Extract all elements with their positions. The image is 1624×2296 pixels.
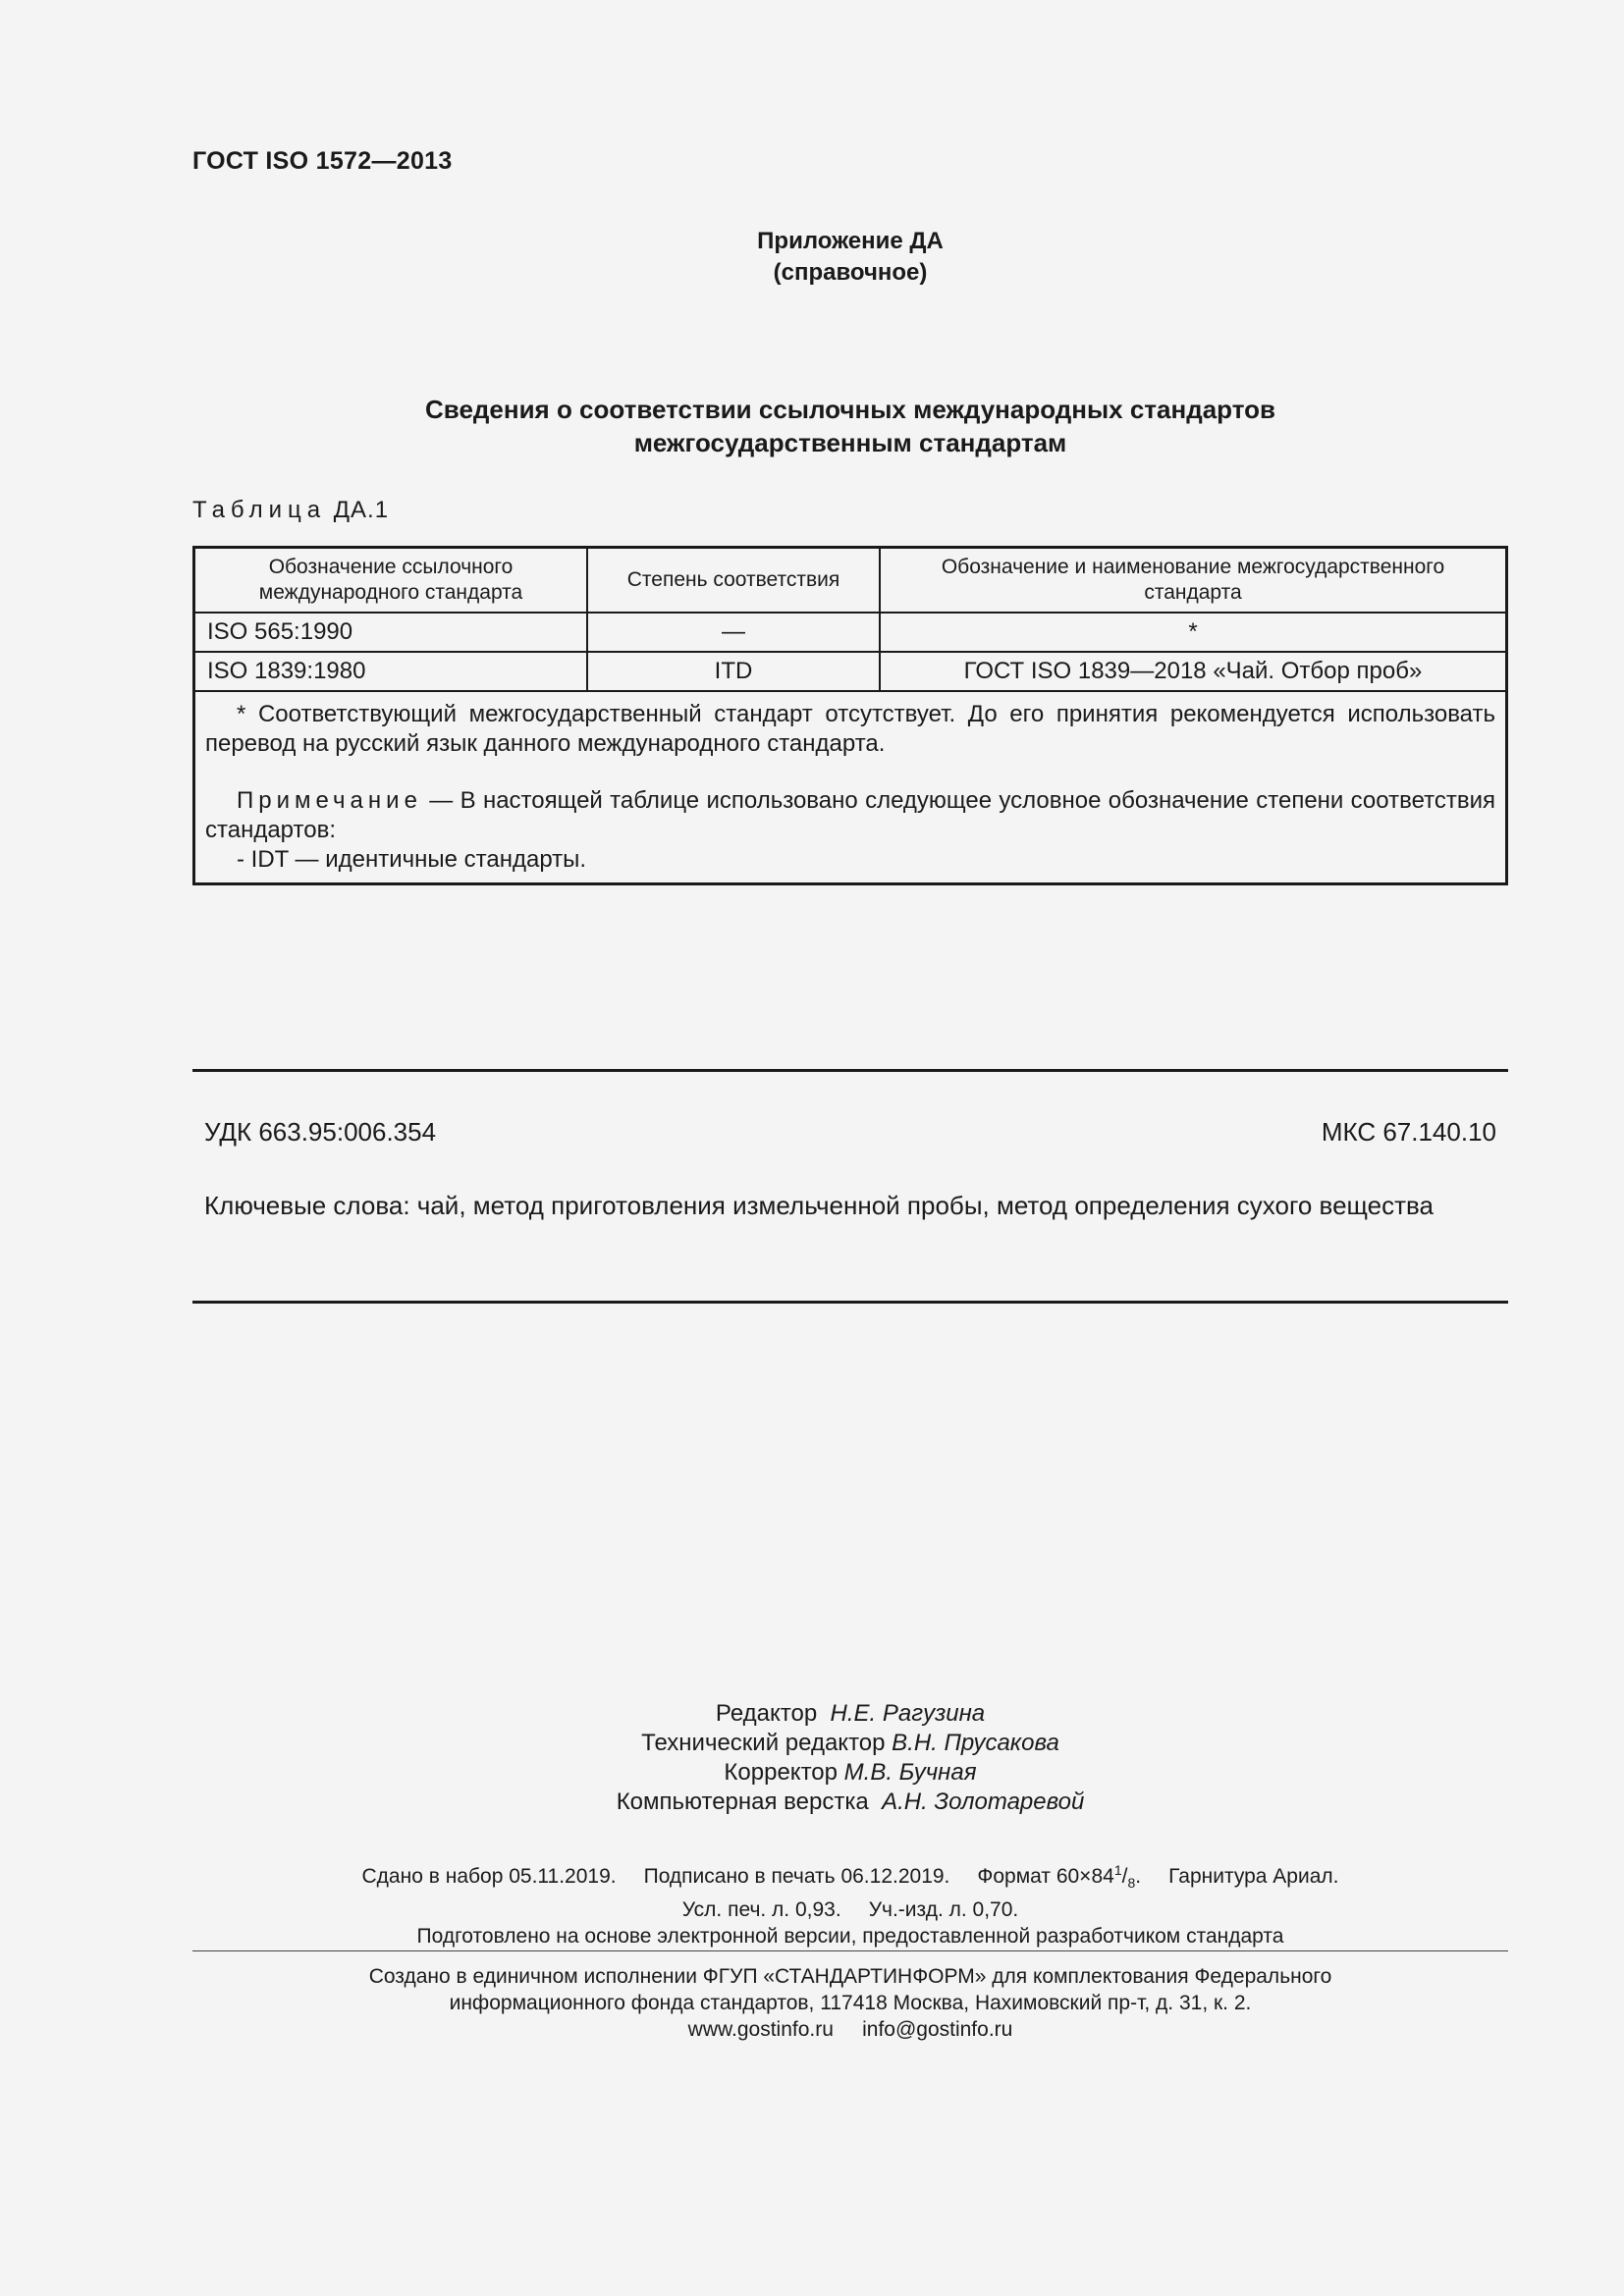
table-row xyxy=(194,613,1507,652)
website-link[interactable]: www.gostinfo.ru xyxy=(687,2018,834,2041)
table-label-number: ДА.1 xyxy=(333,497,390,523)
pub-sheets: Уч.-изд. л. 0,70. xyxy=(868,1898,1019,1922)
cell-ref-standard: ISO 565:1990 xyxy=(194,613,588,652)
typeset-date: Сдано в набор 05.11.2019. xyxy=(361,1865,617,1888)
credit-editor xyxy=(192,1699,1508,1729)
publisher-line1: Создано в единичном исполнении ФГУП «СТАНДАРТИНФОРМ» для комплектования Федерального xyxy=(368,1965,1332,1988)
cell-degree: — xyxy=(587,613,880,652)
keywords: Ключевые слова: чай, метод приготовления измельченной пробы, метод определения сухого вещества xyxy=(204,1191,1434,1220)
table-label-word: Таблица xyxy=(192,497,327,523)
mks-code: МКС 67.140.10 xyxy=(1321,1117,1496,1147)
print-info-line1 xyxy=(192,1857,1508,1896)
person-name: Н.Е. Рагузина xyxy=(830,1700,986,1727)
annex-subtitle: (справочное) xyxy=(773,259,928,286)
section-title-line1: Сведения о соответствии ссылочных международных стандартов xyxy=(425,395,1275,424)
note-word: Примечание xyxy=(237,787,422,814)
table-notes-row xyxy=(194,691,1507,884)
print-info-line2 xyxy=(192,1896,1508,1923)
credit-layout xyxy=(192,1788,1508,1817)
note-text: — В настоящей таблице использовано следующее условное обозначение степени соответствия стандартов: xyxy=(205,787,1495,843)
table-header-row xyxy=(194,548,1507,614)
cell-degree: ITD xyxy=(587,652,880,691)
signed-date: Подписано в печать 06.12.2019. xyxy=(643,1865,950,1888)
table-row xyxy=(194,652,1507,691)
divider-bottom xyxy=(192,1301,1508,1304)
document-code: ГОСТ ISO 1572—2013 xyxy=(192,147,453,175)
credit-tech-editor xyxy=(192,1729,1508,1758)
cell-national-standard: * xyxy=(880,613,1507,652)
udk-code: УДК 663.95:006.354 xyxy=(204,1117,437,1147)
annex-heading xyxy=(192,226,1508,289)
publisher-line2: информационного фонда стандартов, 117418 Москва, Нахимовский пр-т, д. 31, к. 2. xyxy=(449,1992,1252,2014)
print-info-line3: Подготовлено на основе электронной версии, предоставленной разработчиком стандарта xyxy=(416,1925,1284,1949)
annex-title: Приложение ДА xyxy=(757,228,944,254)
credits-block xyxy=(192,1699,1508,1817)
table-label xyxy=(192,497,389,524)
divider-footer xyxy=(192,1950,1508,1951)
role-label: Технический редактор xyxy=(641,1730,886,1756)
cell-national-standard: ГОСТ ISO 1839—2018 «Чай. Отбор проб» xyxy=(880,652,1507,691)
header-ref-standard: Обозначение ссылочного международного стандарта xyxy=(194,548,588,614)
header-degree: Степень соответствия xyxy=(587,548,880,614)
publisher-contacts xyxy=(192,2016,1508,2043)
section-title xyxy=(192,393,1508,459)
format: Формат $60\times 84^1/_8$. xyxy=(977,1862,1142,1892)
role-label: Компьютерная верстка xyxy=(616,1789,869,1815)
email-link[interactable]: info@gostinfo.ru xyxy=(862,2018,1013,2041)
divider-top xyxy=(192,1069,1508,1072)
person-name: В.Н. Прусакова xyxy=(892,1730,1059,1756)
typeface: Гарнитура Ариал. xyxy=(1168,1865,1339,1888)
print-info xyxy=(192,1857,1508,1949)
table-notes xyxy=(194,691,1507,884)
section-title-line2: межгосударственным стандартам xyxy=(633,428,1067,457)
publisher-info xyxy=(192,1963,1508,2043)
person-name: А.Н. Золотаревой xyxy=(882,1789,1085,1815)
role-label: Корректор xyxy=(724,1759,838,1786)
print-sheets: Усл. печ. л. 0,93. xyxy=(681,1898,841,1922)
note-item: - IDT — идентичные стандарты. xyxy=(237,846,587,873)
person-name: М.В. Бучная xyxy=(843,1759,977,1786)
credit-corrector xyxy=(192,1758,1508,1788)
header-national-standard: Обозначение и наименование межгосударственного стандарта xyxy=(880,548,1507,614)
table-note xyxy=(205,786,1495,845)
reference-standards-table xyxy=(192,546,1508,885)
role-label: Редактор xyxy=(715,1700,818,1727)
table-footnote: * Соответствующий межгосударственный стандарт отсутствует. До его принятия рекомендуется использовать перевод на русский язык данного международного стандарта. xyxy=(205,701,1495,757)
cell-ref-standard: ISO 1839:1980 xyxy=(194,652,588,691)
